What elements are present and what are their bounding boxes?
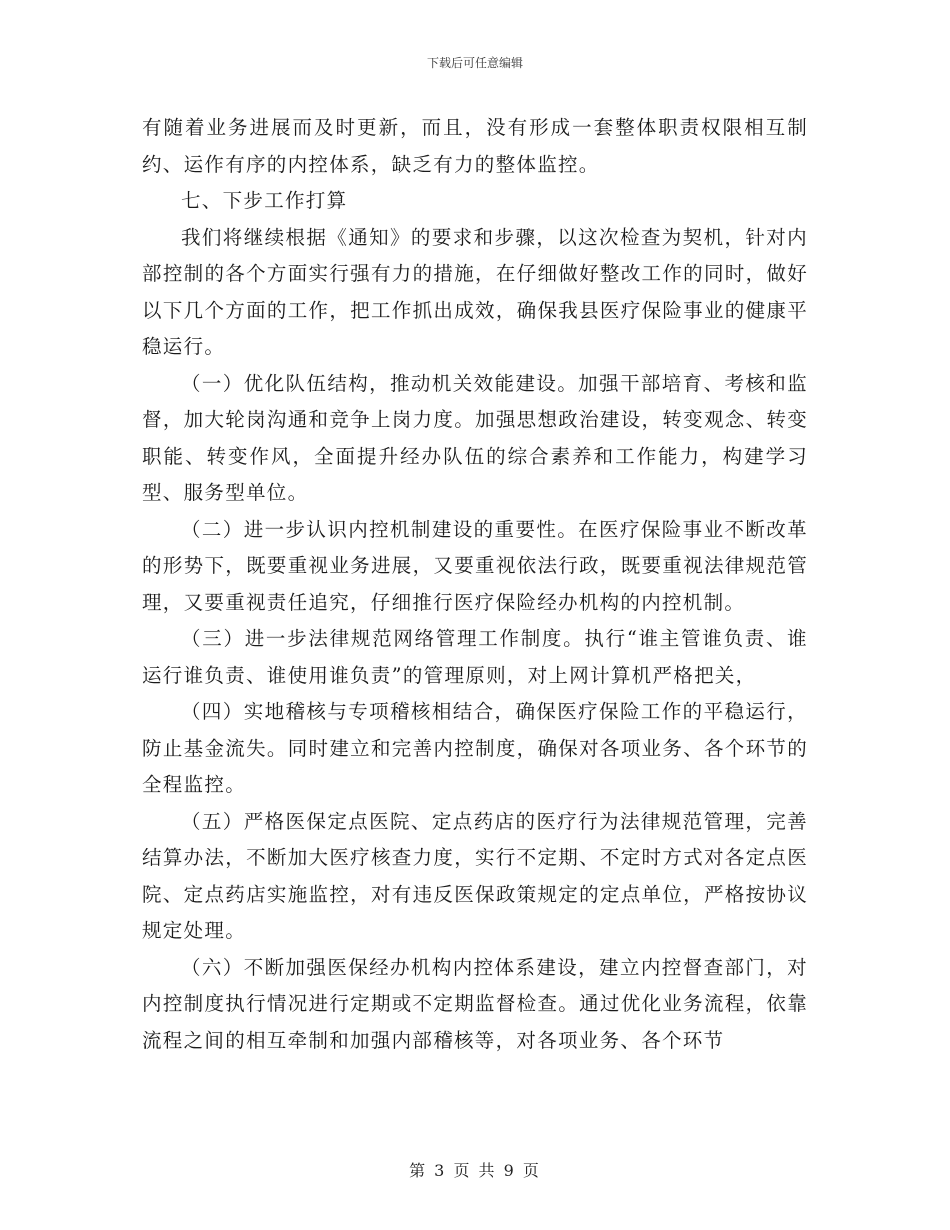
paragraph-continued: 有随着业务进展而及时更新，而且，没有形成一套整体职责权限相互制约、运作有序的内控体系，缺乏有力的整体监控。 [142, 116, 808, 176]
paragraph-item-2: （二）进一步认识内控机制建设的重要性。在医疗保险事业不断改革的形势下，既要重视业务进展，又要重视依法行政，既要重视法律规范管理，又要重视责任追究，仔细推行医疗保险经办机构的内控机制。 [142, 517, 808, 614]
page-header: 下载后可任意编辑 [426, 56, 523, 70]
paragraph-item-4: （四）实地稽核与专项稽核相结合，确保医疗保险工作的平稳运行，防止基金流失。同时建立和完善内控制度，确保对各项业务、各个环节的全程监控。 [142, 700, 808, 796]
paragraph-intro: 我们将继续根据《通知》的要求和步骤，以这次检查为契机，针对内部控制的各个方面实行强有力的措施，在仔细做好整改工作的同时，做好以下几个方面的工作，把工作抓出成效，确保我县医疗保险事业的健康平稳运行。 [142, 225, 808, 358]
paragraph-item-3: （三）进一步法律规范网络管理工作制度。执行“谁主管谁负责、谁运行谁负责、谁使用谁负责”的管理原则，对上网计算机严格把关， [142, 627, 808, 687]
document-body [142, 110, 808, 1059]
section-heading: 七、下步工作打算 [181, 189, 348, 212]
paragraph-item-6: （六）不断加强医保经办机构内控体系建设，建立内控督查部门，对内控制度执行情况进行定期或不定期监督检查。通过优化业务流程，依靠流程之间的相互牵制和加强内部稽核等，对各项业务、各个环节 [142, 955, 808, 1052]
page-number: 第 3 页 共 9 页 [409, 1161, 541, 1180]
paragraph-item-5: （五）严格医保定点医院、定点药店的医疗行为法律规范管理，完善结算办法，不断加大医疗核查力度，实行不定期、不定时方式对各定点医院、定点药店实施监控，对有违反医保政策规定的定点单位，严格按协议规定处理。 [142, 809, 808, 942]
paragraph-item-1: （一）优化队伍结构，推动机关效能建设。加强干部培育、考核和监督，加大轮岗沟通和竞争上岗力度。加强思想政治建设，转变观念、转变职能、转变作风，全面提升经办队伍的综合素养和工作能力，构建学习型、服务型单位。 [142, 371, 808, 504]
